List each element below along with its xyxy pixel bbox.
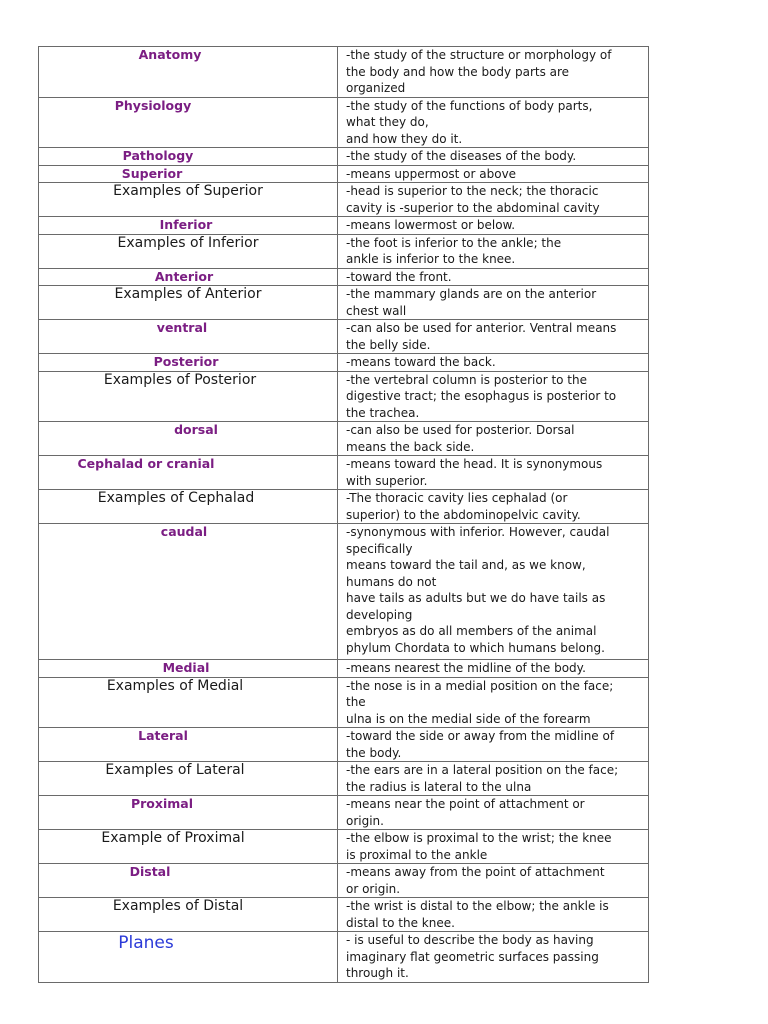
table-row [39,422,649,456]
definition-cell [338,97,649,148]
term-label: Superior [121,165,183,181]
table-row [39,148,649,166]
table-row [39,728,649,762]
example-label: Examples of Posterior [103,371,257,388]
definition-line: phylum Chordata to which humans belong. [346,640,605,655]
term-cell [39,165,338,183]
definition-line: chest wall [346,303,407,318]
definition-line: -can also be used for posterior. Dorsal [346,423,575,437]
term-cell [39,524,338,660]
example-label: Examples of Cephalad [97,490,255,506]
table-row [39,234,649,268]
definition-line: the [346,695,366,709]
definition-line: have tails as adults but we do have tails as [346,591,606,605]
term-label: Physiology [114,97,192,113]
table-body [39,47,649,983]
term-cell [39,320,338,354]
term-cell [39,932,338,983]
table-row [39,762,649,796]
definition-cell [338,354,649,372]
definition-line: -can also be used for anterior. Ventral means [346,321,617,335]
term-cell [39,830,338,864]
term-cell [39,234,338,268]
definition-line: imaginary flat geometric surfaces passing [346,949,599,964]
term-cell [39,456,338,490]
table-row [39,490,649,524]
example-label: Examples of Distal [112,898,244,914]
term-cell [39,864,338,898]
definition-line: ulna is on the medial side of the forearm [346,711,591,726]
term-cell [39,354,338,372]
term-label: dorsal [174,422,218,437]
term-cell [39,422,338,456]
definition-cell [338,864,649,898]
definition-cell [338,728,649,762]
term-label: Distal [129,864,171,879]
term-label: Posterior [153,354,219,369]
definition-line: digestive tract; the esophagus is posterior to [346,389,617,403]
definition-cell [338,762,649,796]
definition-cell [338,217,649,235]
term-label: Cephalad or cranial [77,456,215,471]
definition-line: the belly side. [346,337,431,352]
definition-line: -synonymous with inferior. However, caudal [346,525,610,539]
table-row [39,677,649,728]
definition-cell [338,320,649,354]
definition-cell [338,490,649,524]
table-row [39,320,649,354]
term-cell [39,677,338,728]
definition-line: the body and how the body parts are [346,64,570,79]
term-cell [39,217,338,235]
term-label: Anatomy [138,47,202,62]
term-cell [39,796,338,830]
definition-cell [338,932,649,983]
definition-cell [338,183,649,217]
term-label: ventral [156,320,208,335]
definition-cell [338,830,649,864]
definition-line: cavity is -superior to the abdominal cavity [346,200,600,215]
definition-line: -the wrist is distal to the elbow; the ankle is [346,899,609,913]
term-cell [39,97,338,148]
term-cell [39,286,338,320]
table-row [39,932,649,983]
term-cell [39,898,338,932]
definition-line: through it. [346,966,409,980]
example-label: Examples of Anterior [114,286,262,302]
definition-line: -toward the side or away from the midline of [346,729,615,743]
definition-cell [338,456,649,490]
table-row [39,217,649,235]
table-row [39,165,649,183]
definition-line: ankle is inferior to the knee. [346,252,516,266]
example-label: Examples of Medial [106,677,244,694]
table-row [39,47,649,98]
definition-cell [338,148,649,166]
definition-cell [338,165,649,183]
definition-line: the body. [346,745,402,760]
definition-line: -toward the front. [346,269,452,284]
definition-line: means the back side. [346,439,475,454]
definition-cell [338,796,649,830]
definition-cell [338,47,649,98]
term-cell [39,148,338,166]
term-cell [39,47,338,98]
definition-line: -the study of the structure or morphology of [346,48,612,62]
example-label: Examples of Lateral [105,762,245,778]
definition-cell [338,677,649,728]
term-label: Medial [162,660,210,675]
definition-cell [338,286,649,320]
table-row [39,183,649,217]
table-row [39,796,649,830]
definition-line: -means nearest the midline of the body. [346,661,586,675]
definition-line: -means near the point of attachment or [346,797,585,811]
term-label: Proximal [130,796,193,811]
definition-line: embryos as do all members of the animal [346,624,597,638]
table-row [39,456,649,490]
definition-line: is proximal to the ankle [346,847,488,862]
term-label: caudal [160,524,208,539]
table-row [39,830,649,864]
definition-cell [338,524,649,660]
term-cell [39,660,338,678]
table-row [39,660,649,678]
definition-line: -means away from the point of attachment [346,865,605,879]
term-cell [39,762,338,796]
table-row [39,354,649,372]
definition-cell [338,422,649,456]
definition-line: -the elbow is proximal to the wrist; the knee [346,831,612,845]
example-label: Examples of Superior [113,183,263,199]
definition-line: with superior. [346,473,428,488]
table-row [39,268,649,286]
definition-line: -the foot is inferior to the ankle; the [346,235,562,250]
definition-line: and how they do it. [346,131,463,146]
term-cell [39,728,338,762]
definition-line: humans do not [346,574,437,589]
definition-line: the trachea. [346,405,420,420]
definition-line: - is useful to describe the body as having [346,933,594,947]
example-label: Example of Proximal [101,830,245,846]
definition-line: -means toward the head. It is synonymous [346,457,603,471]
definition-line: distal to the knee. [346,915,455,930]
table-row [39,898,649,932]
term-label: Inferior [159,217,213,232]
definition-cell [338,660,649,678]
definition-line: developing [346,607,413,622]
definition-line: -the nose is in a medial position on the face; [346,678,614,693]
definition-line: -the ears are in a lateral position on the face; [346,763,619,777]
definition-cell [338,234,649,268]
table-row [39,371,649,422]
term-cell [39,183,338,217]
definition-cell [338,898,649,932]
definition-line: -means toward the back. [346,355,496,369]
table-row [39,286,649,320]
definition-line: the radius is lateral to the ulna [346,779,532,794]
term-label: Lateral [138,728,188,743]
definition-line: organized [346,81,406,95]
term-label: Planes [118,933,174,953]
definition-line: specifically [346,541,413,556]
definition-line: -the study of the diseases of the body. [346,149,577,163]
definition-line: what they do, [346,115,429,129]
definition-line: superior) to the abdominopelvic cavity. [346,507,581,522]
definition-line: -means uppermost or above [346,166,517,181]
definition-line: -means lowermost or below. [346,218,516,232]
term-cell [39,268,338,286]
term-cell [39,490,338,524]
term-cell [39,371,338,422]
definition-line: -head is superior to the neck; the thoracic [346,184,599,198]
terms-table [38,46,649,983]
definition-line: means toward the tail and, as we know, [346,558,586,572]
example-label: Examples of Inferior [117,234,259,251]
term-label: Pathology [122,148,194,163]
table-row [39,864,649,898]
table-row [39,524,649,660]
definition-line: -The thoracic cavity lies cephalad (or [346,491,568,505]
definition-line: -the study of the functions of body parts, [346,98,593,113]
table-row [39,97,649,148]
definition-line: -the mammary glands are on the anterior [346,287,597,301]
definition-line: or origin. [346,881,401,896]
term-label: Anterior [154,268,214,284]
definition-line: -the vertebral column is posterior to the [346,372,587,387]
definition-cell [338,268,649,286]
definition-line: origin. [346,813,384,828]
definition-cell [338,371,649,422]
